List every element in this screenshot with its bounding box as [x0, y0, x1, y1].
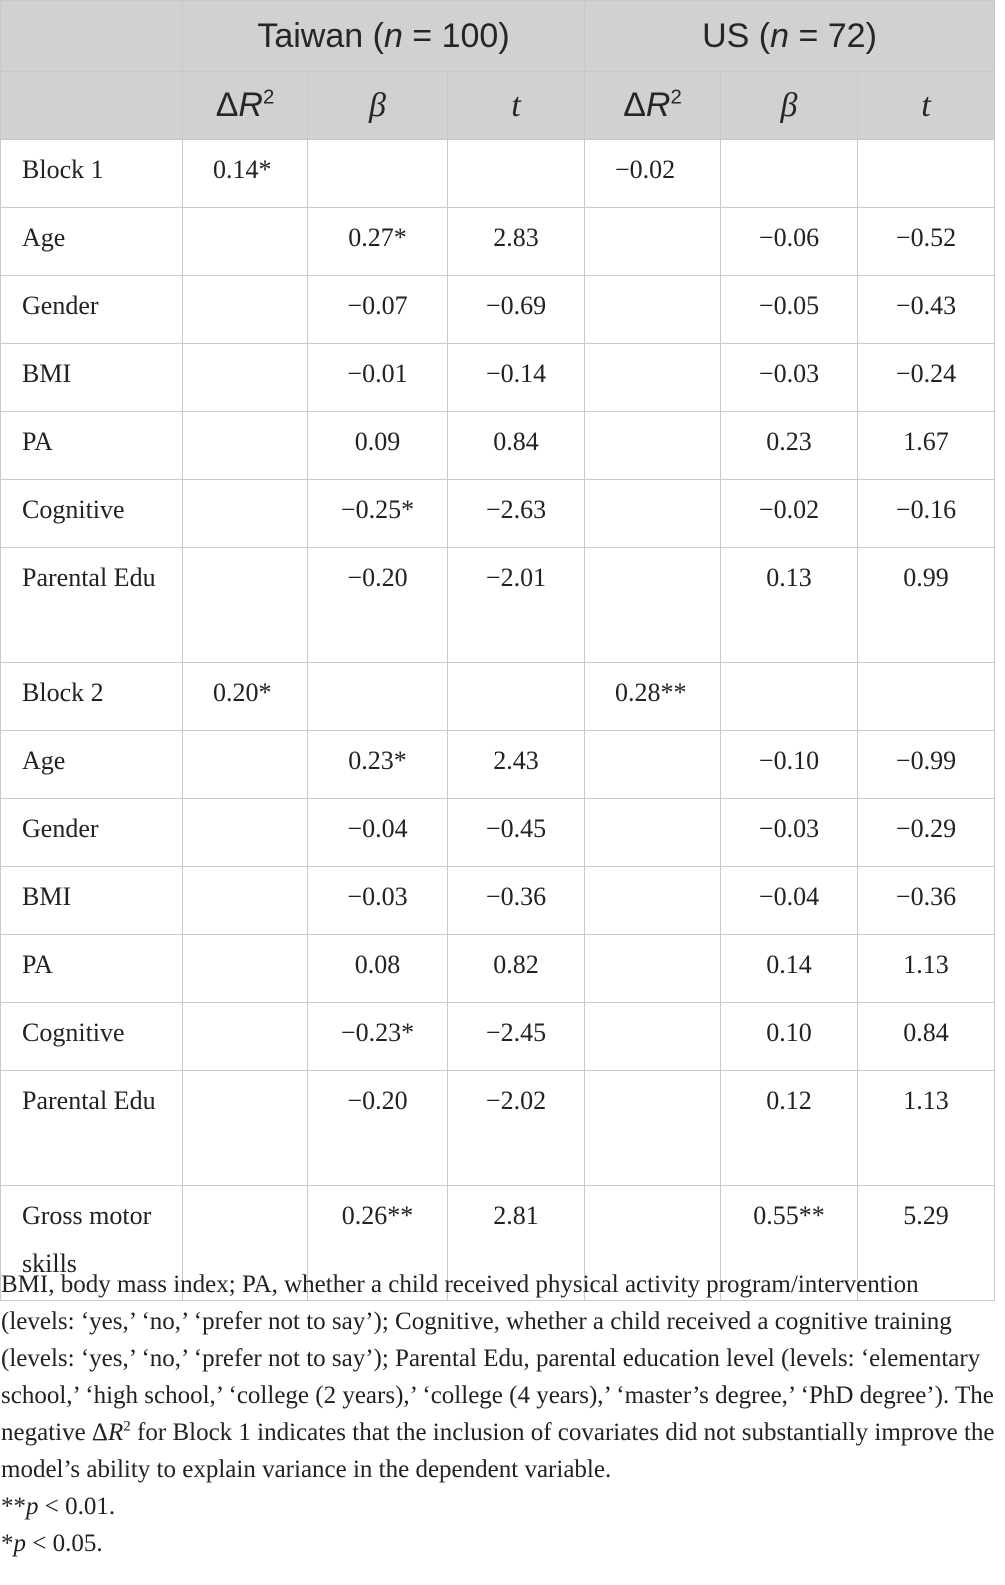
- us-delta-r2: [585, 548, 721, 663]
- us-delta-r2: [585, 344, 721, 412]
- row-label: BMI: [1, 344, 183, 412]
- us-beta: 0.10: [721, 1003, 858, 1071]
- table-row: [1, 663, 995, 731]
- sig1-p-symbol: p: [26, 1493, 39, 1520]
- taiwan-t: −2.01: [448, 548, 585, 663]
- header-group-taiwan: Taiwan (n = 100): [183, 1, 585, 72]
- col-header-taiwan-delta-r2: [183, 72, 308, 140]
- taiwan-delta-r2: 0.20*: [183, 663, 308, 731]
- row-label: Block 1: [1, 140, 183, 208]
- us-t: 1.67: [858, 412, 995, 480]
- taiwan-delta-r2: 0.14*: [183, 140, 308, 208]
- row-label: Gross motor skills: [1, 1186, 183, 1301]
- taiwan-delta-r2: [183, 935, 308, 1003]
- col-header-us-beta: [721, 72, 858, 140]
- us-delta-r2: [585, 731, 721, 799]
- delta-symbol: Δ: [623, 86, 646, 124]
- taiwan-t: [448, 140, 585, 208]
- col-header-taiwan-beta: [308, 72, 448, 140]
- header-group-us: US (n = 72): [585, 1, 995, 72]
- table-row: [1, 731, 995, 799]
- us-t: 1.13: [858, 935, 995, 1003]
- us-beta: 0.55**: [721, 1186, 858, 1301]
- delta-symbol: Δ: [215, 86, 239, 124]
- us-t: −0.52: [858, 208, 995, 276]
- us-beta: 0.23: [721, 412, 858, 480]
- table-footnote: [1, 1266, 996, 1562]
- taiwan-t: 2.43: [448, 731, 585, 799]
- t-symbol: t: [921, 87, 931, 124]
- taiwan-beta: [308, 140, 448, 208]
- taiwan-t: −2.63: [448, 480, 585, 548]
- taiwan-beta: [308, 663, 448, 731]
- header-row-columns: [1, 72, 995, 140]
- taiwan-beta: 0.26**: [308, 1186, 448, 1301]
- taiwan-delta-r2: [183, 344, 308, 412]
- footnote-text-a: BMI, body mass index; PA, whether a child received physical activity program/intervention (levels: ‘yes,’ ‘no,’ ‘prefer not to say’); Cognitive, whether a child received a cognitive training (levels: ‘yes,’ ‘no,’ ‘prefer not to say’); Parental Edu, parental education level (levels: ‘elementary school,’ ‘high school,’ ‘college (2 years),’ ‘college (4 years),’ ‘master’s degree,’ ‘PhD degree’). The negative Δ: [1, 1271, 994, 1446]
- us-delta-r2: 0.28**: [585, 663, 721, 731]
- r-symbol: R: [238, 86, 263, 124]
- us-t: 5.29: [858, 1186, 995, 1301]
- us-beta: −0.10: [721, 731, 858, 799]
- taiwan-beta: 0.23*: [308, 731, 448, 799]
- us-delta-r2: [585, 276, 721, 344]
- sig2-p-symbol: p: [13, 1530, 26, 1557]
- row-label: Age: [1, 208, 183, 276]
- taiwan-delta-r2: [183, 1003, 308, 1071]
- row-label: PA: [1, 935, 183, 1003]
- taiwan-t: 2.83: [448, 208, 585, 276]
- row-label: Gender: [1, 799, 183, 867]
- taiwan-t: [448, 663, 585, 731]
- group-us-n-value: = 72): [789, 16, 877, 55]
- sig2-threshold: < 0.05.: [26, 1530, 103, 1557]
- row-label: Gender: [1, 276, 183, 344]
- footnote-r-symbol: R: [108, 1419, 124, 1446]
- taiwan-beta: 0.09: [308, 412, 448, 480]
- taiwan-beta: −0.01: [308, 344, 448, 412]
- header-corner-cell: [1, 1, 183, 72]
- taiwan-t: −2.02: [448, 1071, 585, 1186]
- beta-symbol: β: [369, 87, 386, 124]
- taiwan-t: 0.82: [448, 935, 585, 1003]
- taiwan-delta-r2: [183, 276, 308, 344]
- row-label: PA: [1, 412, 183, 480]
- superscript-2: 2: [262, 86, 275, 109]
- taiwan-delta-r2: [183, 208, 308, 276]
- table-row: [1, 867, 995, 935]
- sig1-threshold: < 0.01.: [38, 1493, 116, 1520]
- us-t: 1.13: [858, 1071, 995, 1186]
- us-beta: 0.14: [721, 935, 858, 1003]
- row-label: Age: [1, 731, 183, 799]
- us-beta: 0.13: [721, 548, 858, 663]
- footnote-text-b: for Block 1 indicates that the inclusion of covariates did not substantially improve the model’s ability to explain variance in the dependent variable.: [1, 1419, 995, 1483]
- group-us-n-symbol: n: [770, 16, 790, 55]
- col-header-taiwan-t: [448, 72, 585, 140]
- taiwan-delta-r2: [183, 799, 308, 867]
- us-t: −0.16: [858, 480, 995, 548]
- us-beta: −0.04: [721, 867, 858, 935]
- us-t: −0.99: [858, 731, 995, 799]
- taiwan-beta: −0.07: [308, 276, 448, 344]
- beta-symbol: β: [780, 87, 798, 124]
- table-row: [1, 1003, 995, 1071]
- taiwan-t: 2.81: [448, 1186, 585, 1301]
- sig1-stars: **: [1, 1493, 26, 1520]
- col-header-us-delta-r2: [585, 72, 721, 140]
- us-delta-r2: [585, 799, 721, 867]
- us-beta: −0.06: [721, 208, 858, 276]
- footnote-superscript-2: 2: [123, 1418, 131, 1435]
- us-delta-r2: [585, 867, 721, 935]
- us-t: −0.43: [858, 276, 995, 344]
- us-t: [858, 140, 995, 208]
- group-taiwan-n-symbol: n: [383, 16, 403, 55]
- col-header-us-t: [858, 72, 995, 140]
- superscript-2: 2: [670, 86, 682, 109]
- table-row: [1, 799, 995, 867]
- taiwan-beta: −0.03: [308, 867, 448, 935]
- us-t: −0.36: [858, 867, 995, 935]
- taiwan-delta-r2: [183, 412, 308, 480]
- table-row: [1, 208, 995, 276]
- footnote-significance-001: [1, 1488, 996, 1525]
- table-row: [1, 935, 995, 1003]
- taiwan-beta: −0.20: [308, 1071, 448, 1186]
- group-taiwan-name: Taiwan: [257, 16, 364, 55]
- footnote-significance-005: [1, 1525, 996, 1562]
- us-delta-r2: [585, 1071, 721, 1186]
- taiwan-t: −2.45: [448, 1003, 585, 1071]
- row-label: Block 2: [1, 663, 183, 731]
- table-row: [1, 344, 995, 412]
- taiwan-delta-r2: [183, 731, 308, 799]
- row-label: Cognitive: [1, 1003, 183, 1071]
- row-label: Cognitive: [1, 480, 183, 548]
- us-t: [858, 663, 995, 731]
- taiwan-t: −0.36: [448, 867, 585, 935]
- table-body: [1, 140, 995, 1301]
- us-delta-r2: −0.02: [585, 140, 721, 208]
- group-taiwan-n-value: = 100): [402, 16, 510, 55]
- us-delta-r2: [585, 412, 721, 480]
- table-row: [1, 1071, 995, 1186]
- table-row: [1, 276, 995, 344]
- us-beta: −0.02: [721, 480, 858, 548]
- group-us-name: US: [702, 16, 750, 55]
- taiwan-beta: 0.27*: [308, 208, 448, 276]
- sig2-stars: *: [1, 1530, 14, 1557]
- row-label: BMI: [1, 867, 183, 935]
- header-row-groups: [1, 1, 995, 72]
- taiwan-beta: 0.08: [308, 935, 448, 1003]
- taiwan-t: 0.84: [448, 412, 585, 480]
- taiwan-delta-r2: [183, 480, 308, 548]
- taiwan-beta: −0.23*: [308, 1003, 448, 1071]
- taiwan-beta: −0.04: [308, 799, 448, 867]
- taiwan-delta-r2: [183, 867, 308, 935]
- taiwan-t: −0.69: [448, 276, 585, 344]
- row-label: Parental Edu: [1, 548, 183, 663]
- us-delta-r2: [585, 935, 721, 1003]
- us-beta: −0.05: [721, 276, 858, 344]
- taiwan-t: −0.45: [448, 799, 585, 867]
- footnote-abbreviations: [1, 1266, 996, 1488]
- us-beta: [721, 663, 858, 731]
- row-label: Parental Edu: [1, 1071, 183, 1186]
- r-symbol: R: [645, 86, 671, 124]
- us-t: −0.29: [858, 799, 995, 867]
- taiwan-t: −0.14: [448, 344, 585, 412]
- taiwan-beta: −0.20: [308, 548, 448, 663]
- header-corner-cell-2: [1, 72, 183, 140]
- us-delta-r2: [585, 1003, 721, 1071]
- taiwan-delta-r2: [183, 548, 308, 663]
- taiwan-delta-r2: [183, 1071, 308, 1186]
- table-row: [1, 548, 995, 663]
- us-beta: [721, 140, 858, 208]
- us-beta: −0.03: [721, 799, 858, 867]
- t-symbol: t: [511, 87, 521, 124]
- us-t: 0.99: [858, 548, 995, 663]
- table-row: [1, 412, 995, 480]
- us-beta: −0.03: [721, 344, 858, 412]
- us-t: 0.84: [858, 1003, 995, 1071]
- table-row: [1, 140, 995, 208]
- us-delta-r2: [585, 208, 721, 276]
- us-beta: 0.12: [721, 1071, 858, 1186]
- table-row: [1, 480, 995, 548]
- us-delta-r2: [585, 480, 721, 548]
- us-t: −0.24: [858, 344, 995, 412]
- taiwan-beta: −0.25*: [308, 480, 448, 548]
